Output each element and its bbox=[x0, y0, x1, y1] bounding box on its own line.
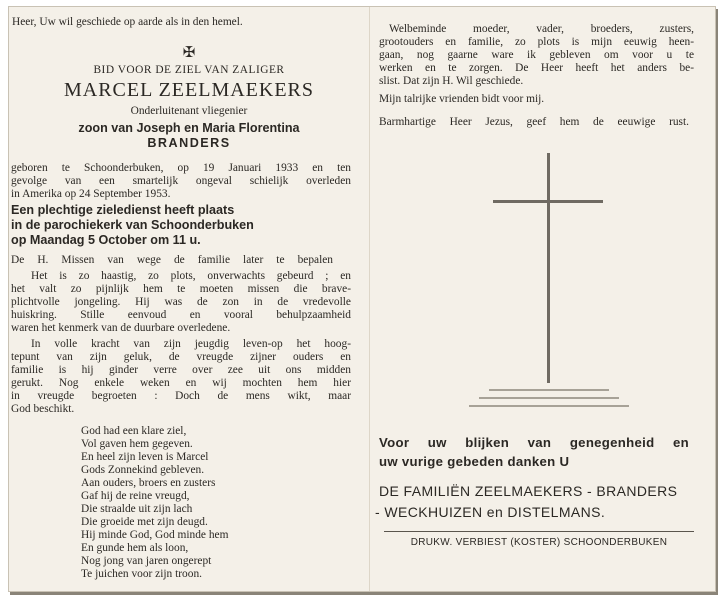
poem-line: Gods Zonnekind gebleven. bbox=[81, 464, 205, 476]
farewell-line: werken en te zorgen. De Heer heeft het anders be- bbox=[379, 62, 694, 74]
service-line: Een plechtige zieledienst heeft plaats bbox=[11, 203, 235, 217]
family-names: DE FAMILIËN ZEELMAEKERS - BRANDERS bbox=[379, 483, 678, 499]
poem-line: Die groeide met zijn deugd. bbox=[81, 516, 208, 528]
friends-request: Mijn talrijke vrienden bidt voor mij. bbox=[379, 93, 545, 105]
paragraph-line: God beschikt. bbox=[11, 403, 75, 415]
poem-line: Vol gaven hem gegeven. bbox=[81, 438, 193, 450]
masses-note: De H. Missen van wege de familie later te bepalen bbox=[11, 254, 333, 266]
paragraph-line: waren het kenmerk van de duurbare overledene. bbox=[11, 322, 231, 334]
memorial-card bbox=[8, 6, 716, 592]
paragraph-line: In volle kracht van zijn jeugdig leven-op het hoog- bbox=[31, 338, 351, 350]
poem-line: Gaf hij de reine vreugd, bbox=[81, 490, 190, 502]
family-names: - WECKHUIZEN en DISTELMANS. bbox=[375, 504, 606, 520]
service-line: in de parochiekerk van Schoonderbuken bbox=[11, 218, 254, 232]
cross-horizontal-beam bbox=[493, 200, 603, 203]
deceased-name: MARCEL ZEELMAEKERS bbox=[63, 79, 315, 101]
paragraph-line: tepunt van zijn geluk, de vreugde zijner ouders en bbox=[11, 351, 351, 363]
parents-surname: BRANDERS bbox=[147, 136, 231, 150]
cross-illustration bbox=[459, 147, 649, 417]
poem-line: Nog jong van jaren ongerept bbox=[81, 555, 212, 567]
farewell-line: slist. Dat zijn H. Wil geschiede. bbox=[379, 75, 524, 87]
birth-line: in Amerika op 24 September 1953. bbox=[11, 188, 171, 200]
parents-line: zoon van Joseph en Maria Florentina bbox=[78, 121, 300, 135]
cross-icon: ✠ bbox=[182, 45, 196, 61]
printer-credit: DRUKW. VERBIEST (KOSTER) SCHOONDERBUKEN bbox=[410, 537, 668, 548]
poem-line: Hij minde God, God minde hem bbox=[81, 529, 229, 541]
paragraph-line: familie is hij ginder verre over zee uit ons midden bbox=[11, 364, 351, 376]
poem-line: En gunde hem als loon, bbox=[81, 542, 189, 554]
paragraph-line: huiskring. Stille eenvoud en vooral behulpzaamheid bbox=[11, 309, 351, 321]
deceased-rank: Onderluitenant vliegenier bbox=[130, 105, 248, 117]
cross-vertical-beam bbox=[547, 153, 550, 383]
poem-line: God had een klare ziel, bbox=[81, 425, 187, 437]
mercy-prayer: Barmhartige Heer Jezus, geef hem de eeuwige rust. bbox=[379, 116, 689, 128]
poem-line: Te juichen voor zijn troon. bbox=[81, 568, 202, 580]
paragraph-line: plichtvolle jongeling. Hij was de zon in de vredevolle bbox=[11, 296, 351, 308]
opening-prayer: Heer, Uw wil geschiede op aarde als in den hemel. bbox=[12, 16, 243, 28]
birth-line: geboren te Schoonderbuken, op 19 Januari 1933 en ten bbox=[11, 162, 351, 174]
farewell-line: Welbeminde moeder, vader, broeders, zusters, bbox=[389, 23, 694, 35]
paragraph-line: gerukt. Nog enkele weken en wij mochten hem hier bbox=[11, 377, 351, 389]
printer-divider bbox=[384, 531, 694, 532]
poem-line: Die straalde uit zijn lach bbox=[81, 503, 193, 515]
card-fold bbox=[369, 7, 370, 591]
farewell-line: grootouders en familie, zo plots is mijn eeuwig heen- bbox=[379, 36, 694, 48]
paragraph-line: Het is zo haastig, zo plots, onverwachts gebeurd ; en bbox=[31, 270, 351, 282]
poem-line: En heel zijn leven is Marcel bbox=[81, 451, 209, 463]
thanks-line: Voor uw blijken van genegenheid en bbox=[379, 435, 689, 450]
birth-line: gevolge van een smartelijk ongeval schielijk overleden bbox=[11, 175, 351, 187]
service-line: op Maandag 5 October om 11 u. bbox=[11, 233, 201, 247]
poem-line: Aan ouders, broers en zusters bbox=[81, 477, 216, 489]
paragraph-line: het valt zo pijnlijk hem te moeten missen die brave- bbox=[11, 283, 351, 295]
farewell-line: gaan, nog gaarne ware ik gebleven om voor u te bbox=[379, 49, 694, 61]
prayer-line: BID VOOR DE ZIEL VAN ZALIGER bbox=[93, 64, 285, 76]
paragraph-line: in vreugde begroeten : Doch de mens wikt, maar bbox=[11, 390, 351, 402]
thanks-line: uw vurige gebeden danken U bbox=[379, 454, 570, 469]
